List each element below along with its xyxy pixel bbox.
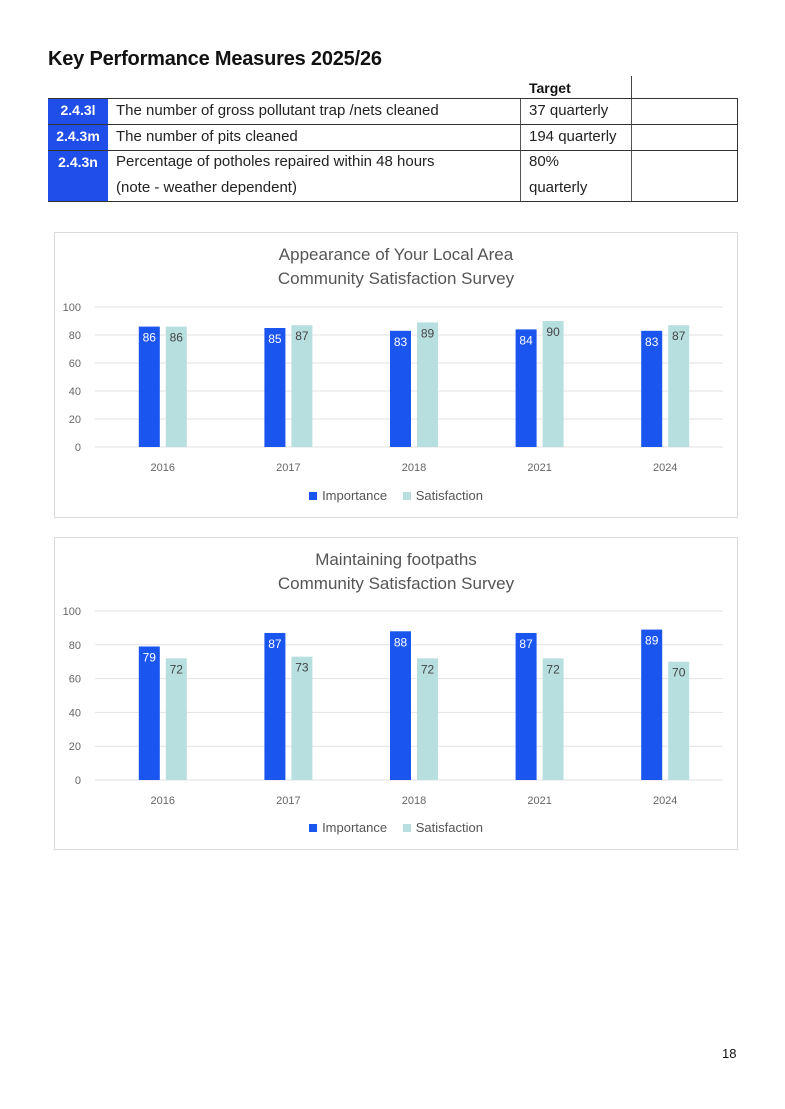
legend-label: Importance [322,820,388,835]
importance-bar [139,646,160,780]
data-label: 86 [142,330,156,345]
page-number: 18 [722,1046,737,1061]
kpi-code: 2.4.3l [48,99,108,124]
kpi-table [48,76,738,201]
data-label: 83 [393,334,408,349]
legend-swatch-importance [309,824,317,832]
satisfaction-bar [668,325,689,447]
x-tick-label: 2018 [401,795,427,807]
x-tick-label: 2024 [652,462,678,474]
legend-label: Importance [322,488,388,503]
footpaths-chart-panel [54,537,738,850]
appearance-chart [55,233,737,517]
kpi-description-line: The number of gross pollutant trap /nets cleaned [116,102,439,119]
column-divider [631,125,632,150]
kpi-target-line: 194 quarterly [529,128,617,145]
importance-bar [516,633,537,780]
chart-subtitle: Community Satisfaction Survey [277,574,515,593]
satisfaction-bar [166,327,187,447]
legend-item-satisfaction [403,820,483,835]
footpaths-chart [55,538,737,849]
table-border [737,99,738,124]
x-tick-label: 2017 [276,795,301,807]
y-tick-label: 80 [68,639,81,652]
table-border [737,125,738,150]
kpi-description [116,149,521,201]
data-label: 89 [420,326,435,341]
data-label: 86 [169,330,183,345]
importance-bar [264,633,285,780]
data-label: 85 [268,332,282,346]
kpi-target-line: 37 quarterly [529,102,609,119]
data-label: 84 [519,333,533,348]
kpi-target-line: 80% [529,153,560,170]
x-tick-label: 2016 [150,462,176,474]
data-label: 87 [519,636,533,651]
kpi-target [529,98,629,124]
legend-swatch-importance [309,492,317,500]
kpi-code: 2.4.3n [48,151,108,201]
header-divider [631,76,632,98]
data-label: 87 [672,329,686,344]
legend-label: Satisfaction [415,488,483,503]
kpi-row [48,98,738,124]
y-tick-label: 100 [62,606,81,618]
data-label: 83 [645,334,659,349]
kpi-target-line: quarterly [529,179,588,196]
x-tick-label: 2021 [527,462,552,474]
satisfaction-bar [543,658,564,780]
kpi-description-line: (note - weather dependent) [116,179,297,196]
data-label: 90 [546,325,560,339]
kpi-target [529,124,629,150]
chart-title: Appearance of Your Local Area [278,245,514,264]
y-tick-label: 100 [62,302,81,314]
data-label: 79 [142,650,156,665]
satisfaction-bar [291,325,312,447]
kpi-row [48,124,738,150]
y-tick-label: 20 [68,741,81,754]
data-label: 73 [295,660,309,675]
data-label: 72 [169,662,183,677]
x-tick-label: 2016 [150,795,176,807]
column-divider [631,151,632,201]
y-tick-label: 40 [68,386,81,398]
legend-label: Satisfaction [415,820,483,835]
x-tick-label: 2024 [652,795,678,807]
legend-item-importance [309,488,387,503]
y-tick-label: 20 [68,414,81,426]
kpi-target [529,149,629,201]
legend-swatch-satisfaction [403,492,411,500]
satisfaction-bar [291,657,312,780]
chart-subtitle: Community Satisfaction Survey [277,269,515,288]
satisfaction-bar [543,321,564,447]
x-tick-label: 2018 [401,462,427,474]
satisfaction-bar [166,658,187,780]
importance-bar [139,327,160,447]
satisfaction-bar [417,322,438,447]
importance-bar [390,631,411,780]
page-title: Key Performance Measures 2025/26 [48,48,382,70]
appearance-chart-panel [54,232,738,518]
y-tick-label: 60 [68,673,81,686]
data-label: 87 [295,329,309,344]
kpi-description-line: The number of pits cleaned [116,128,298,145]
satisfaction-bar [417,658,438,780]
x-tick-label: 2017 [276,462,301,474]
chart-legend [55,820,737,835]
y-tick-label: 0 [74,442,81,454]
table-border [737,151,738,201]
y-tick-label: 40 [68,707,81,720]
legend-swatch-satisfaction [403,824,411,832]
data-label: 88 [393,635,408,650]
data-label: 70 [672,665,686,680]
kpi-row [48,150,738,202]
y-tick-label: 60 [68,358,81,370]
data-label: 89 [645,633,659,648]
chart-title: Maintaining footpaths [315,550,477,569]
y-tick-label: 0 [74,775,81,787]
chart-legend [55,488,737,503]
column-divider [631,99,632,124]
y-tick-label: 80 [68,330,81,342]
importance-bar [641,630,662,780]
data-label: 72 [546,662,560,677]
data-label: 87 [268,636,282,651]
kpi-code: 2.4.3m [48,125,108,150]
legend-item-satisfaction [403,488,483,503]
kpi-description [116,124,521,150]
legend-item-importance [309,820,387,835]
kpi-description [116,98,521,124]
kpi-description-line: Percentage of potholes repaired within 48 hours [116,153,435,170]
data-label: 72 [420,662,435,677]
x-tick-label: 2021 [527,795,552,807]
target-column-header: Target [529,80,571,96]
